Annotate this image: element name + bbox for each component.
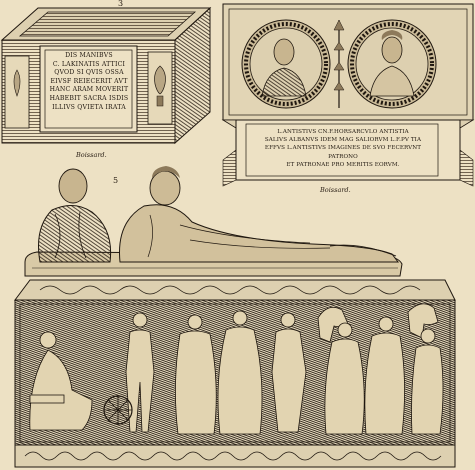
inscription-line: SALIVS ALBANVS IDEM MAG SALIORVM L.F.PV TIA bbox=[264, 137, 422, 144]
inscription-line: EFFVS L.ANTISTIVS IMAGINES DE SVO FECERVNT PATRONO bbox=[264, 145, 422, 160]
inscription-line: L.ANTISTIVS CN.F.HORSARCVLO ANTISTIA bbox=[277, 129, 409, 135]
inscription-line: ET PATRONAE PRO MERITIS EORVM. bbox=[286, 161, 400, 168]
plate-number-middle: 5 bbox=[113, 176, 119, 185]
inscription-line: DIS MANIBVS bbox=[65, 52, 113, 59]
plate-number-top: 3 bbox=[118, 0, 124, 8]
inscription-line: C. LAKINATIS ATTICI bbox=[52, 60, 126, 68]
engraver-signature-right: Boissard. bbox=[320, 186, 351, 194]
engraver-signature-left: Boissard. bbox=[76, 151, 107, 159]
inscription-line: EIVSF REIECERIT AVT bbox=[50, 77, 128, 85]
inscription-line: HABEBIT SACRA ISDIS bbox=[49, 94, 129, 102]
reclining-couple bbox=[25, 166, 402, 276]
inscription-line: HANC ARAM MOVERIT bbox=[49, 86, 129, 94]
inscription-line: ILLIVS QVIETA IRATA bbox=[52, 103, 126, 111]
inscription-line: QVOD SI QVIS OSSA bbox=[54, 69, 124, 77]
sarcophagus-frieze bbox=[15, 280, 455, 467]
right-urn-inscription bbox=[252, 128, 434, 169]
left-urn-inscription bbox=[48, 52, 130, 112]
